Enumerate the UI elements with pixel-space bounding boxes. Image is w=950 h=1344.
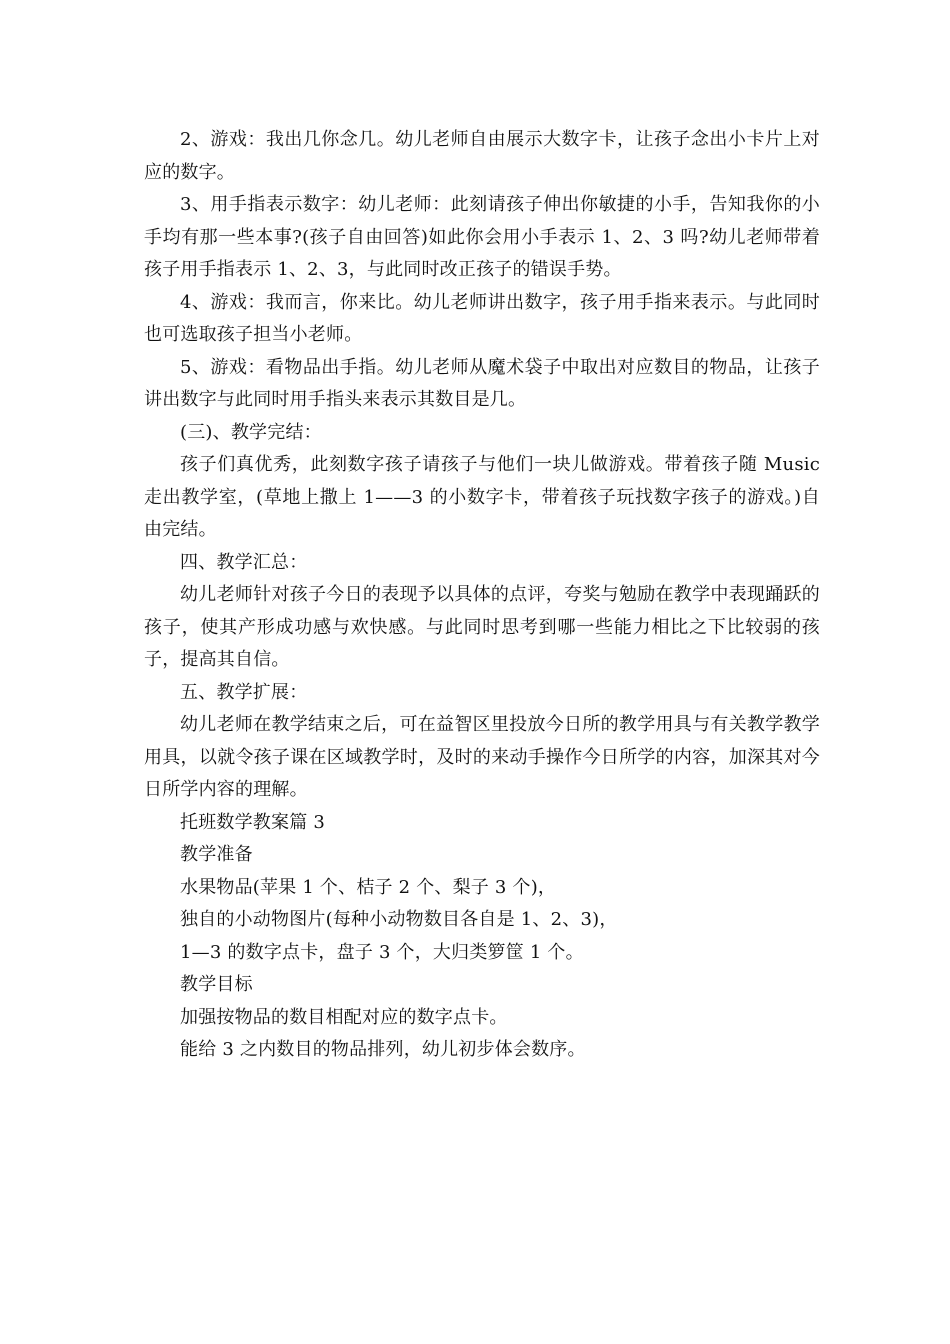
paragraph-teaching-extension: 幼儿老师在教学结束之后，可在益智区里投放今日所的教学用具与有关教学教学用具，以就令孩子课在区域教学时，及时的来动手操作今日所学的内容，加深其对今日所学内容的理解。 <box>144 714 820 800</box>
list-item-fruit: 水果物品(苹果 1 个、桔子 2 个、梨子 3 个)， <box>180 876 557 898</box>
paragraph-game-call-numbers: 2、游戏：我出几你念几。幼儿老师自由展示大数字卡，让孩子念出小卡片上对应的数字。 <box>144 129 820 183</box>
paragraph-teaching-summary: 幼儿老师针对孩子今日的表现予以具体的点评，夸奖与勉励在教学中表现踊跃的孩子，使其产形成功感与欢快感。与此同时思考到哪一些能力相比之下比较弱的孩子，提高其自信。 <box>144 584 820 670</box>
goal-item-match-cards: 加强按物品的数目相配对应的数字点卡。 <box>180 1006 508 1028</box>
paragraph-game-i-say-you-show: 4、游戏：我而言，你来比。幼儿老师讲出数字，孩子用手指来表示。与此同时也可选取孩子担当小老师。 <box>144 291 820 345</box>
paragraph-teaching-end: 孩子们真优秀，此刻数字孩子请孩子与他们一块儿做游戏。带着孩子随 Music 走出教学室，(草地上撒上 1——3 的小数字卡，带着孩子玩找数字孩子的游戏。)自由完结。 <box>144 454 820 540</box>
paragraph-game-objects-fingers: 5、游戏：看物品出手指。幼儿老师从魔术袋子中取出对应数目的物品，让孩子讲出数字与此同时用手指头来表示其数目是几。 <box>144 356 820 410</box>
list-item-dot-cards: 1—3 的数字点卡，盘子 3 个，大归类箩筐 1 个。 <box>180 941 584 963</box>
heading-teaching-summary: 四、教学汇总： <box>180 551 308 573</box>
document-body <box>144 124 820 1067</box>
heading-teaching-end: (三)、教学完结： <box>180 421 322 443</box>
heading-teaching-extension: 五、教学扩展： <box>180 681 308 703</box>
heading-teaching-goals: 教学目标 <box>180 974 253 995</box>
goal-item-order-objects: 能给 3 之内数目的物品排列，幼儿初步体会数序。 <box>180 1039 586 1060</box>
paragraph-finger-numbers: 3、用手指表示数字：幼儿老师：此刻请孩子伸出你敏捷的小手，告知我你的小手均有那一些本事?(孩子自由回答)如此你会用小手表示 1、2、3 吗?幼儿老师带着孩子用手指表示 1、2、3，与此同时改正孩子的错误手势。 <box>144 194 820 280</box>
heading-lesson-plan-3: 托班数学教案篇 3 <box>180 811 325 833</box>
heading-teaching-preparation: 教学准备 <box>180 844 253 865</box>
list-item-animal-pictures: 独自的小动物图片(每种小动物数目各自是 1、2、3)， <box>180 909 618 930</box>
